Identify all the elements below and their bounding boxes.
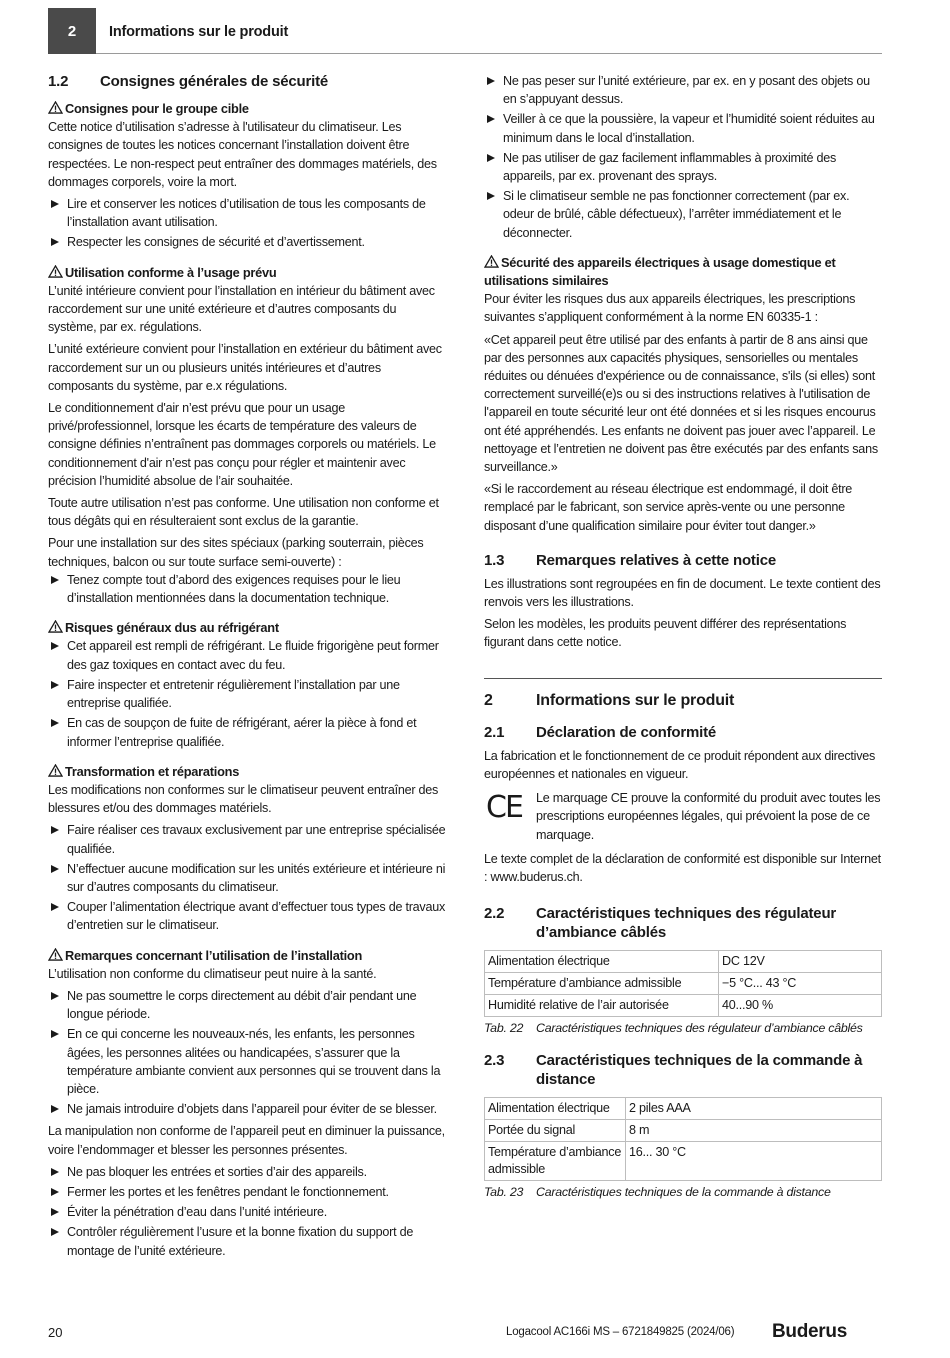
chapter-title: Informations sur le produit [109,24,289,40]
list-item: Éviter la pénétration d’eau dans l’unité intérieure. [48,1203,446,1221]
warning-icon [48,948,63,961]
section-heading-1-2: 1.2 Consignes générales de sécurité [48,73,329,90]
bullet-arrow-icon [487,154,495,162]
table-wired-controller [484,950,882,1017]
paragraph: La fabrication et le fonctionnement de ce produit répondent aux directives européennes et nationales en vigueur. [484,748,876,781]
paragraph: Pour une installation sur des sites spéciaux (parking souterrain, pièces techniques, balcon ou sur toute surface semi-ouverte) : [48,536,424,569]
subheading-refrigerant: Risques généraux dus au réfrigérant [48,619,446,637]
section-heading-1-3: 1.3 Remarques relatives à cette notice [484,551,776,569]
list-item: En ce qui concerne les nouveaux-nés, les enfants, les personnes âgées, les personnes alitées ou handicapées, s’assurer que la température ambiante convient aux personnes qui se trouvent dans la pièce. [48,1025,446,1098]
subheading-electrical-safety: Sécurité des appareils électriques à usage domestique et utilisations similaires [484,254,836,289]
page-number: 20 [48,1325,63,1340]
bullet-arrow-icon [51,1105,59,1113]
warning-icon [48,265,63,278]
list-item: Si le climatiseur semble ne pas fonctionner correctement (par ex. odeur de brûlé, câble défectueux), l’arrêter immédiatement et le déconnecter. [484,187,882,242]
bullet-arrow-icon [51,719,59,727]
bullet-list-installation-2 [48,1163,446,1260]
bullet-arrow-icon [51,576,59,584]
table-row: Température d’ambiance admissible −5 °C... 43 °C [485,973,882,995]
list-item: Ne pas peser sur l’unité extérieure, par ex. en y posant des objets ou en s’appuyant dessus. [484,72,882,108]
bullet-list-installation-1 [48,987,446,1118]
subheading-installation-use: Remarques concernant l’utilisation de l’installation [48,947,446,965]
list-item: Tenez compte tout d’abord des exigences requises pour le lieu d’installation mentionnées dans la documentation technique. [48,571,446,607]
left-column [48,72,446,1264]
subheading-target-group: Consignes pour le groupe cible [48,100,446,118]
ce-mark-icon: CE [486,790,522,826]
bullet-arrow-icon [51,200,59,208]
bullet-arrow-icon [51,1030,59,1038]
bullet-arrow-icon [487,77,495,85]
list-item: Faire réaliser ces travaux exclusivement par une entreprise spécialisée qualifiée. [48,821,446,857]
bullet-arrow-icon [51,1208,59,1216]
table-row: Température d’ambiance admissible 16... 30 °C [485,1142,882,1181]
warning-icon [48,101,63,114]
warning-icon [48,764,63,777]
bullet-arrow-icon [51,992,59,1000]
bullet-arrow-icon [51,1168,59,1176]
list-item: Ne pas soumettre le corps directement au débit d’air pendant une longue période. [48,987,446,1023]
list-item: Ne jamais introduire d’objets dans l’appareil pour éviter de se blesser. [48,1100,446,1118]
list-item: Fermer les portes et les fenêtres pendant le fonctionnement. [48,1183,446,1201]
paragraph: Les illustrations sont regroupées en fin de document. Le texte contient des renvois vers les illustrations. [484,576,881,610]
paragraph: L’unité intérieure convient pour l’installation en intérieur du bâtiment avec raccordement sur une unité extérieure et d’autres composants du système, par ex. régulations. [48,283,435,335]
paragraph: Les modifications non conformes sur le climatiseur peuvent entraîner des blessures et/ou des dommages matériels. [48,782,439,816]
paragraph: Selon les modèles, les produits peuvent différer des représentations figurant dans cette notice. [484,617,847,650]
table-row: Portée du signal 8 m [485,1120,882,1142]
bullet-arrow-icon [51,1228,59,1236]
ce-notice [484,789,882,844]
list-item: Contrôler régulièrement l’usure et la bonne fixation du support de montage de l’unité extérieure. [48,1223,446,1259]
list-item: Lire et conserver les notices d’utilisation de tous les composants de l’installation avant utilisation. [48,195,446,231]
brand-logo: Buderus [772,1321,847,1342]
paragraph: Le marquage CE prouve la conformité du produit avec toutes les prescriptions européennes légales, qui prévoient la pose de ce marquage. [536,791,881,842]
table-row: Alimentation électrique 2 piles AAA [485,1098,882,1120]
paragraph: L’utilisation non conforme du climatiseur peut nuire à la santé. [48,966,377,981]
warning-icon [48,620,63,633]
list-item: Respecter les consignes de sécurité et d’avertissement. [48,233,446,251]
list-item: Ne pas bloquer les entrées et sorties d’air des appareils. [48,1163,446,1181]
list-item: N’effectuer aucune modification sur les unités extérieure et intérieure ni sur d’autres composants du climatiseur. [48,860,446,896]
list-item: Veiller à ce que la poussière, la vapeur et l’humidité soient réduites au minimum dans le local d’installation. [484,110,882,146]
bullet-list-continued [484,72,882,242]
list-item: En cas de soupçon de fuite de réfrigérant, aérer la pièce à fond et informer l’entreprise qualifiée. [48,714,446,750]
bullet-arrow-icon [51,826,59,834]
list-item: Couper l’alimentation électrique avant d’effectuer tous types de travaux d’entretien sur le climatiseur. [48,898,446,934]
paragraph: L’unité extérieure convient pour l’installation en extérieur du bâtiment avec raccordement sur un ou plusieurs unités intérieures et d’autres composants du système, par e.x régulations. [48,342,442,393]
table-caption: Tab. 23 Caractéristiques techniques de la commande à distance [484,1185,831,1200]
paragraph: Cette notice d’utilisation s’adresse à l'utilisateur du climatiseur. Les consignes de toutes les notices concernant l’installation doivent être respectées. Le non-respect peut entraîner des dommages matériels, des dommages corporels, voire la mort. [48,120,437,189]
bullet-arrow-icon [487,192,495,200]
bullet-list-usage [48,571,446,607]
document-reference: Logacool AC166i MS – 6721849825 (2024/06) [506,1326,735,1338]
subheading-repairs: Transformation et réparations [48,763,446,781]
list-item: Faire inspecter et entretenir régulièrement l’installation par une entreprise qualifiée. [48,676,446,712]
table-caption: Tab. 22 Caractéristiques techniques des régulateur d’ambiance câblés [484,1021,863,1036]
bullet-list-repairs [48,821,446,934]
paragraph: «Si le raccordement au réseau électrique est endommagé, il doit être remplacé par le fabricant, son service après-vente ou une personne disposant d’une qualification similaire pour éviter tout danger.» [484,482,853,533]
chapter-tab [48,8,96,54]
table-row: Humidité relative de l’air autorisée 40...90 % [485,995,882,1017]
section-heading-2-2: 2.2 Caractéristiques techniques des régulateur d’ambiance câblés [484,905,837,942]
table-row: Alimentation électrique DC 12V [485,951,882,973]
section-heading-2: 2 Informations sur le produit [484,691,735,709]
bullet-arrow-icon [51,903,59,911]
section-heading-2-1: 2.1 Déclaration de conformité [484,723,717,741]
right-column [484,72,882,1199]
bullet-arrow-icon [51,865,59,873]
header-divider [96,53,882,54]
bullet-list-target [48,195,446,252]
section-divider [484,678,882,679]
bullet-list-refrigerant [48,637,446,750]
section-heading-2-3: 2.3 Caractéristiques techniques de la commande à distance [484,1052,863,1089]
warning-icon [484,255,499,268]
paragraph: «Cet appareil peut être utilisé par des enfants à partir de 8 ans ainsi que par des personnes aux capacités physiques, sensorielles ou mentales réduites ou dénuées d'expérience ou de connaissance, s'ils (si elles) sont correctement surveillé(e)s ou si des instructions relatives à l'utilisation de l'appareil en toute sécurité leur ont été données et si les risques encourus ont été appréhendés. Les enfants ne doivent pas jouer avec l’appareil. Le nettoyage et l’entretien ne doivent pas être exécutés par des enfants sans surveillance.» [484,332,878,475]
bullet-arrow-icon [51,238,59,246]
bullet-arrow-icon [51,681,59,689]
bullet-arrow-icon [51,1188,59,1196]
paragraph: Pour éviter les risques dus aux appareils électriques, les prescriptions suivantes s’appliquent conformément à la norme EN 60335-1 : [484,292,856,325]
paragraph: Toute autre utilisation n’est pas conforme. Une utilisation non conforme et tous dégâts qui en résulteraient sont exclus de la garantie. [48,496,439,529]
list-item: Ne pas utiliser de gaz facilement inflammables à proximité des appareils, par ex. provenant des sprays. [484,149,882,185]
chapter-number: 2 [67,22,77,40]
subheading-intended-use: Utilisation conforme à l’usage prévu [48,264,446,282]
bullet-arrow-icon [487,115,495,123]
paragraph: La manipulation non conforme de l’appareil peut en diminuer la puissance, voire l’endommager et blesser les personnes présentes. [48,1124,445,1157]
table-remote-control [484,1097,882,1181]
paragraph: Le texte complet de la déclaration de conformité est disponible sur Internet : www.buderus.ch. [484,851,881,884]
bullet-arrow-icon [51,642,59,650]
list-item: Cet appareil est rempli de réfrigérant. Le fluide frigorigène peut former des gaz toxiques en contact avec du feu. [48,637,446,673]
paragraph: Le conditionnement d'air n’est prévu que pour un usage privé/professionnel, lorsque les écarts de température des valeurs de consigne définies n’entraînent pas dommages corporels ou matériels. Le conditionnement d'air n’est pas conçu pour régler et maintenir avec précision l’humidité absolue de l’air souhaitée. [48,401,436,488]
